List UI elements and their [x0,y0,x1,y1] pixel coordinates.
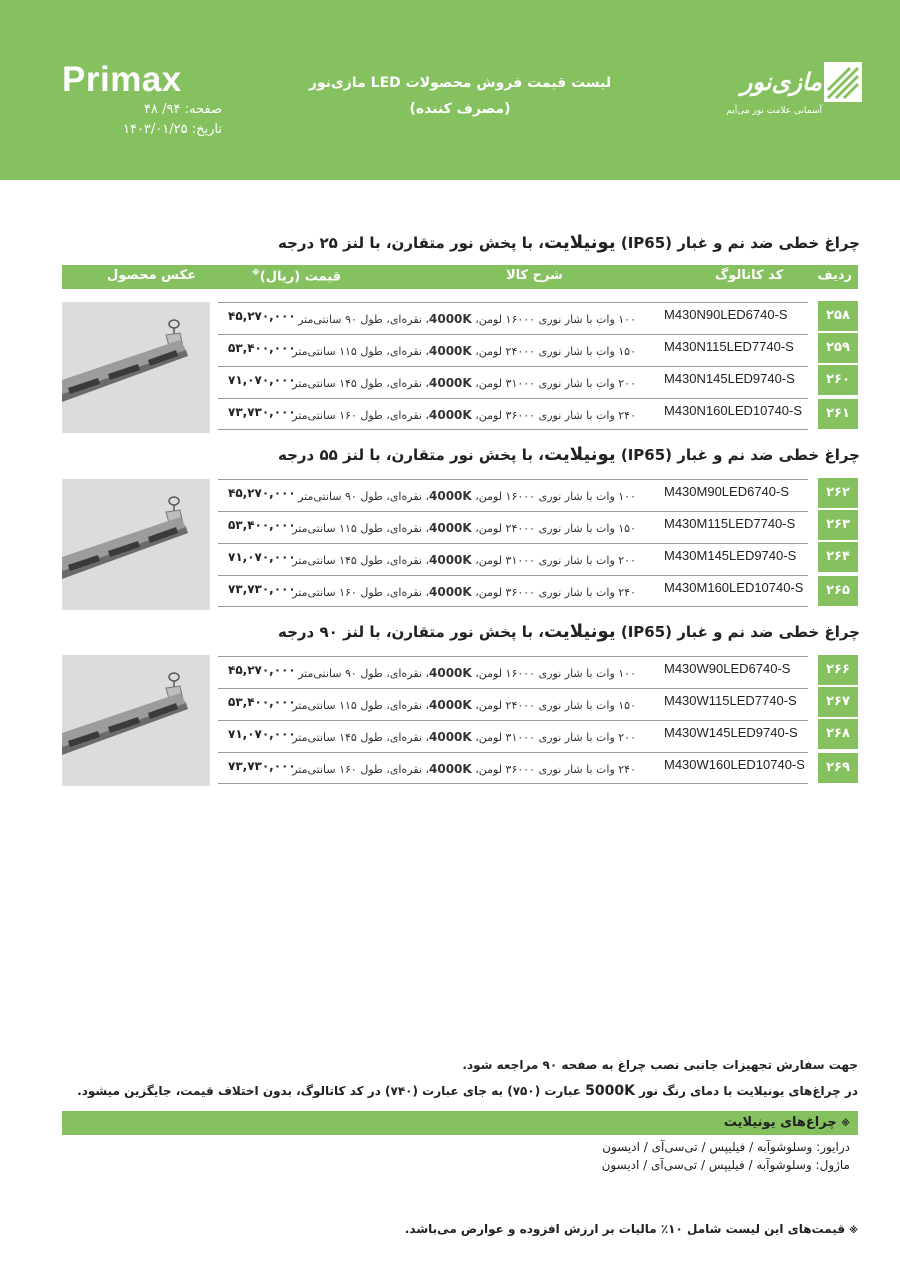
section-title-suffix: ، با پخش نور متقارن، با لنز ۲۵ درجه [278,234,544,252]
accessories-note: جهت سفارش تجهیزات جانبی نصب چراغ به صفحه ۹۰ مراجعه شود. [462,1058,858,1072]
row-number: ۲۶۴ [818,542,858,572]
table-row [218,398,808,430]
header-price-label: قیمت (ریال) [259,269,342,285]
row-number: ۲۵۹ [818,333,858,363]
cct-note-prefix: در چراغ‌های یونیلایت با دمای رنگ نور [634,1084,858,1098]
page-date: تاریخ: ۱۴۰۳/۰۱/۲۵ [122,122,222,137]
row-number: ۲۶۳ [818,510,858,540]
row-description [292,521,636,535]
brand-title: Primax [62,60,182,99]
logo-tagline: آسمانی علامت نور می‌آیم [726,106,822,116]
tax-note [60,1222,858,1236]
section-title-brand: یونیلایت [543,444,616,465]
row-catalog-code: M430M145LED9740-S [664,548,797,563]
desc-color-length: ، نقره‌ای، طول ۹۰ سانتی‌متر [298,667,429,680]
desc-cct: 4000K [429,730,472,744]
desc-color-length: ، نقره‌ای، طول ۱۱۵ سانتی‌متر [292,345,429,358]
table-row [218,720,808,752]
row-number: ۲۶۷ [818,687,858,717]
desc-cct: 4000K [429,489,472,503]
row-number: ۲۵۸ [818,301,858,331]
price-mark: ※ [252,268,260,277]
price-list-title [290,70,630,122]
row-price: ۷۳,۷۳۰,۰۰۰ [228,582,296,596]
desc-cct: 4000K [429,698,472,712]
row-description [298,489,636,503]
table-row [218,302,808,334]
row-description [292,585,636,599]
bar-mark: ※ [841,1119,850,1129]
section-title-prefix: چراغ خطی ضد نم و غبار (IP65) [620,234,860,252]
desc-color-length: ، نقره‌ای، طول ۱۴۵ سانتی‌متر [292,554,429,567]
row-number: ۲۶۸ [818,719,858,749]
desc-cct: 4000K [429,312,472,326]
desc-color-length: ، نقره‌ای، طول ۱۱۵ سانتی‌متر [292,522,429,535]
desc-color-length: ، نقره‌ای، طول ۱۱۵ سانتی‌متر [292,699,429,712]
desc-power-flux: ۱۰۰ وات با شار نوری ۱۶۰۰۰ لومن، [471,490,636,503]
row-price: ۷۱,۰۷۰,۰۰۰ [228,550,296,564]
desc-cct: 4000K [429,585,472,599]
row-price: ۵۳,۴۰۰,۰۰۰ [228,341,296,355]
desc-color-length: ، نقره‌ای، طول ۱۴۵ سانتی‌متر [292,731,429,744]
desc-power-flux: ۲۰۰ وات با شار نوری ۳۱۰۰۰ لومن، [471,731,636,744]
table-row [218,334,808,366]
product-photo-lens-25 [62,302,210,433]
section-title-lens-55 [60,444,860,465]
cct-note-suffix: عبارت (۷۵۰) به جای عبارت (۷۴۰) در کد کاتالوگ، بدون اختلاف قیمت، جایگزین میشود. [77,1084,586,1098]
row-price: ۷۱,۰۷۰,۰۰۰ [228,373,296,387]
section-title-suffix: ، با پخش نور متقارن، با لنز ۹۰ درجه [278,623,544,641]
section-title-prefix: چراغ خطی ضد نم و غبار (IP65) [620,446,860,464]
desc-power-flux: ۱۰۰ وات با شار نوری ۱۶۰۰۰ لومن، [471,667,636,680]
section-title-brand: یونیلایت [543,621,616,642]
logo-wordmark: مازی‌نور [740,68,822,96]
tax-note-text: قیمت‌های این لیست شامل ۱۰٪ مالیات بر ارزش افزوده و عوارض می‌باشد. [404,1222,846,1236]
linear-luminaire-image [62,479,210,610]
desc-power-flux: ۲۴۰ وات با شار نوری ۳۶۰۰۰ لومن، [471,409,636,422]
row-description [298,312,636,326]
desc-color-length: ، نقره‌ای، طول ۱۶۰ سانتی‌متر [292,763,429,776]
section-title-lens-25 [60,232,860,253]
page-number: صفحه: ۹۴/ ۴۸ [144,102,222,117]
row-description [292,762,636,776]
linear-luminaire-image [62,302,210,433]
table-row [218,752,808,784]
desc-color-length: ، نقره‌ای، طول ۱۶۰ سانتی‌متر [292,409,429,422]
row-catalog-code: M430N160LED10740-S [664,403,803,418]
row-catalog-code: M430W90LED6740-S [664,661,791,676]
row-description [292,408,636,422]
desc-cct: 4000K [429,521,472,535]
desc-color-length: ، نقره‌ای، طول ۹۰ سانتی‌متر [298,490,429,503]
table-row [218,656,808,688]
desc-cct: 4000K [429,553,472,567]
company-logo [722,62,862,122]
desc-cct: 4000K [429,762,472,776]
desc-power-flux: ۲۴۰ وات با شار نوری ۳۶۰۰۰ لومن، [471,763,636,776]
row-price: ۷۳,۷۳۰,۰۰۰ [228,405,296,419]
desc-cct: 4000K [429,344,472,358]
row-number: ۲۶۱ [818,399,858,429]
row-price: ۴۵,۲۷۰,۰۰۰ [228,309,296,323]
tax-mark: ※ [849,1226,858,1236]
row-number: ۲۶۶ [818,655,858,685]
cct-note-value: 5000K [585,1083,635,1099]
row-catalog-code: M430N90LED6740-S [664,307,788,322]
desc-power-flux: ۲۰۰ وات با شار نوری ۳۱۰۰۰ لومن، [471,554,636,567]
row-number: ۲۶۲ [818,478,858,508]
header-row-number: ردیف [817,268,852,283]
cct-note [60,1083,858,1099]
row-number: ۲۶۵ [818,576,858,606]
table-row [218,688,808,720]
row-description [292,376,636,390]
row-price: ۷۳,۷۳۰,۰۰۰ [228,759,296,773]
header-product-photo: عکس محصول [107,268,197,283]
row-description [292,730,636,744]
linear-luminaire-image [62,655,210,786]
module-suppliers: ماژول: وسلوشوآبه / فیلیپس / تی‌سی‌آی / ادیسون [601,1158,850,1172]
row-description [292,344,636,358]
bar-label: چراغ‌های یونیلایت [723,1115,837,1130]
table-row [218,543,808,575]
table-header [62,265,858,289]
row-price: ۷۱,۰۷۰,۰۰۰ [228,727,296,741]
section-title-prefix: چراغ خطی ضد نم و غبار (IP65) [620,623,860,641]
table-row [218,479,808,511]
section-title-lens-90 [60,621,860,642]
unilight-bar [62,1111,858,1135]
row-price: ۴۵,۲۷۰,۰۰۰ [228,486,296,500]
header-description: شرح کالا [506,268,563,283]
product-photo-lens-90 [62,655,210,786]
section-title-suffix: ، با پخش نور متقارن، با لنز ۵۵ درجه [278,446,544,464]
page-header [0,0,900,180]
desc-cct: 4000K [429,408,472,422]
row-catalog-code: M430N145LED9740-S [664,371,795,386]
desc-power-flux: ۱۵۰ وات با شار نوری ۲۴۰۰۰ لومن، [471,345,636,358]
desc-cct: 4000K [429,376,472,390]
row-description [298,666,636,680]
row-catalog-code: M430M160LED10740-S [664,580,804,595]
row-catalog-code: M430N115LED7740-S [664,339,794,354]
row-number: ۲۶۹ [818,753,858,783]
table-row [218,511,808,543]
row-number: ۲۶۰ [818,365,858,395]
desc-power-flux: ۱۵۰ وات با شار نوری ۲۴۰۰۰ لومن، [471,699,636,712]
row-catalog-code: M430W160LED10740-S [664,757,805,772]
header-catalog-code: کد کاتالوگ [715,268,784,283]
row-catalog-code: M430W145LED9740-S [664,725,798,740]
row-description [292,698,636,712]
row-price: ۵۳,۴۰۰,۰۰۰ [228,518,296,532]
desc-cct: 4000K [429,666,472,680]
product-photo-lens-55 [62,479,210,610]
desc-color-length: ، نقره‌ای، طول ۱۴۵ سانتی‌متر [292,377,429,390]
desc-power-flux: ۲۴۰ وات با شار نوری ۳۶۰۰۰ لومن، [471,586,636,599]
row-description [292,553,636,567]
price-list-title-line1: لیست قیمت فروش محصولات LED مازی‌نور [308,75,612,91]
driver-suppliers: درایور: وسلوشوآبه / فیلیپس / تی‌سی‌آی / ادیسون [602,1140,850,1154]
row-price: ۴۵,۲۷۰,۰۰۰ [228,663,296,677]
section-title-brand: یونیلایت [543,232,616,253]
desc-power-flux: ۲۰۰ وات با شار نوری ۳۱۰۰۰ لومن، [471,377,636,390]
table-row [218,366,808,398]
page-info [62,100,222,140]
row-catalog-code: M430M115LED7740-S [664,516,796,531]
desc-power-flux: ۱۵۰ وات با شار نوری ۲۴۰۰۰ لومن، [471,522,636,535]
table-row [218,575,808,607]
header-price [252,268,341,284]
logo-mark-icon [824,62,862,102]
row-catalog-code: M430M90LED6740-S [664,484,790,499]
desc-power-flux: ۱۰۰ وات با شار نوری ۱۶۰۰۰ لومن، [471,313,636,326]
row-catalog-code: M430W115LED7740-S [664,693,797,708]
desc-color-length: ، نقره‌ای، طول ۹۰ سانتی‌متر [298,313,429,326]
row-price: ۵۳,۴۰۰,۰۰۰ [228,695,296,709]
price-list-title-line2: (مصرف کننده) [409,101,511,117]
desc-color-length: ، نقره‌ای، طول ۱۶۰ سانتی‌متر [292,586,429,599]
